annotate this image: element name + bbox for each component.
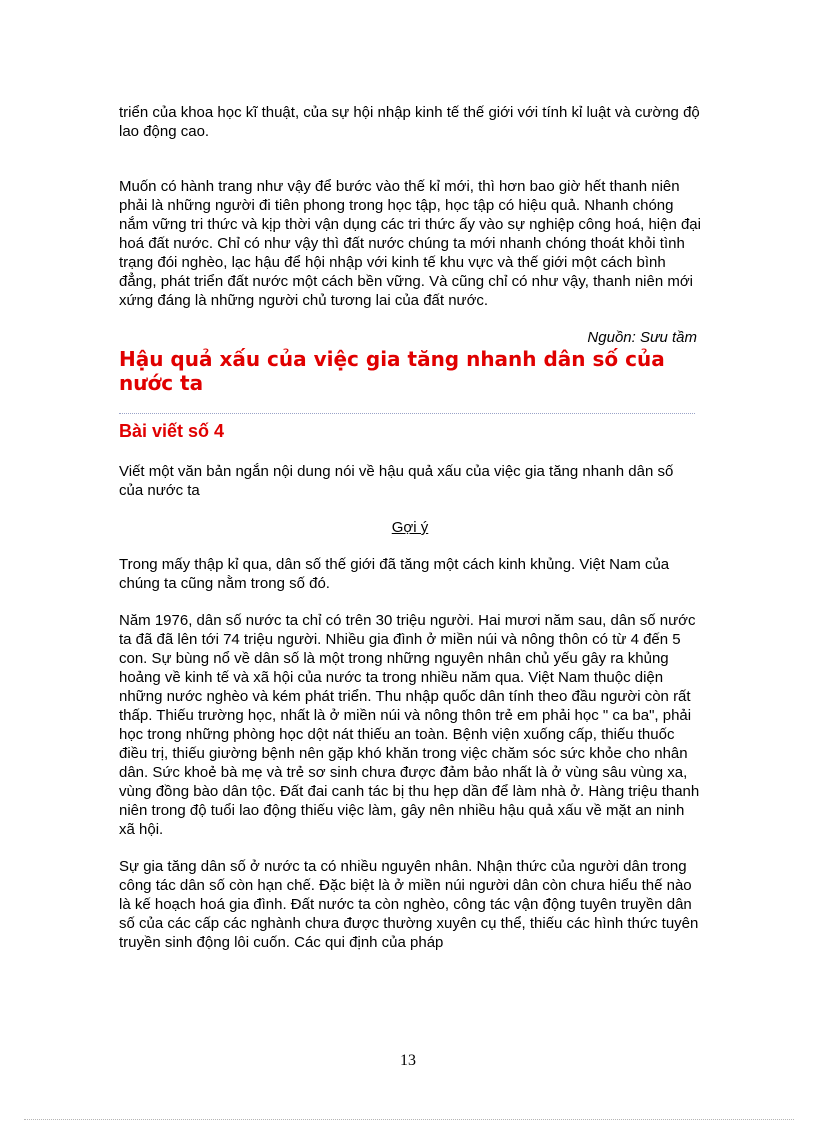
main-heading: Hậu quả xấu của việc gia tăng nhanh dân số của nước ta bbox=[119, 347, 665, 395]
source-line: Nguồn: Sưu tầm bbox=[587, 329, 697, 346]
page-number: 13 bbox=[400, 1052, 416, 1069]
paragraph-youth-role: Muốn có hành trang như vậy để bước vào thế kỉ mới, thì hơn bao giờ hết thanh niên phải là những người đi tiên phong trong học tập, học tập có hiệu quả. Nhanh chóng nắm vững tri thức và kịp thời vận dụng các tri thức ấy vào sự nghiệp công hoá, hiện đại hoá đất nước. Chỉ có như vậy thì đất nước chúng ta mới nhanh chóng thoát khỏi tình trạng đói nghèo, lạc hậu để hội nhập với kinh tế khu vực và thế giới một cách bình đẳng, phát triển đất nước một cách bền vững. Và cũng chỉ có như vậy, thanh niên mới xứng đáng là những người chủ tương lai của đất nước. bbox=[119, 178, 701, 309]
hint-label: Gợi ý bbox=[391, 519, 429, 536]
sub-heading: Bài viết số 4 bbox=[119, 421, 225, 441]
page-bottom-rule bbox=[24, 1119, 794, 1120]
body-paragraph-2: Năm 1976, dân số nước ta chỉ có trên 30 triệu người. Hai mươi năm sau, dân số nước ta đã đã lên tới 74 triệu người. Nhiều gia đình ở miền núi và nông thôn có từ 4 đến 5 con. Sự bùng nổ về dân số là một trong những nguyên nhân chủ yếu gây ra khủng hoảng về kinh tế và xã hội của nước ta trong nhiều năm qua. Việt Nam thuộc diện những nước nghèo và kém phát triển. Thu nhập quốc dân tính theo đầu người còn rất thấp. Thiếu trường học, nhất là ở miền núi và nông thôn trẻ em phải học " ca ba", phải học trong những phòng học dột nát thiếu an toàn. Bệnh viện xuống cấp, thiếu thuốc điều trị, thiếu giường bệnh nên gặp khó khăn trong việc chăm sóc sức khỏe cho nhân dân. Sức khoẻ bà mẹ và trẻ sơ sinh chưa được đảm bảo nhất là ở vùng sâu vùng xa, vùng đồng bào dân tộc. Đất đai canh tác bị thu hẹp dần để làm nhà ở. Hàng triệu thanh niên trong độ tuổi lao động thiếu việc làm, gây nên nhiều hậu quả xấu về mặt an ninh xã hội. bbox=[119, 612, 700, 838]
document-content bbox=[119, 103, 701, 952]
body-paragraph-3: Sự gia tăng dân số ở nước ta có nhiều nguyên nhân. Nhận thức của người dân trong công tác dân số còn hạn chế. Đặc biệt là ở miền núi người dân còn chưa hiểu thế nào là kế hoạch hoá gia đình. Đất nước ta còn nghèo, công tác vận động tuyên truyền dân số của các cấp các nghành chưa được thường xuyên cụ thể, thiếu các hình thức tuyên truyền sinh động lôi cuốn. Các qui định của pháp bbox=[119, 858, 699, 951]
section-divider bbox=[119, 413, 695, 414]
intro-paragraph: triển của khoa học kĩ thuật, của sự hội nhập kinh tế thế giới với tính kỉ luật và cường độ lao động cao. bbox=[119, 104, 700, 140]
task-paragraph: Viết một văn bản ngắn nội dung nói về hậu quả xấu của việc gia tăng nhanh dân số của nước ta bbox=[119, 463, 674, 499]
body-paragraph-1: Trong mấy thập kỉ qua, dân số thế giới đã tăng một cách kinh khủng. Việt Nam của chúng ta cũng nằm trong số đó. bbox=[119, 556, 670, 592]
